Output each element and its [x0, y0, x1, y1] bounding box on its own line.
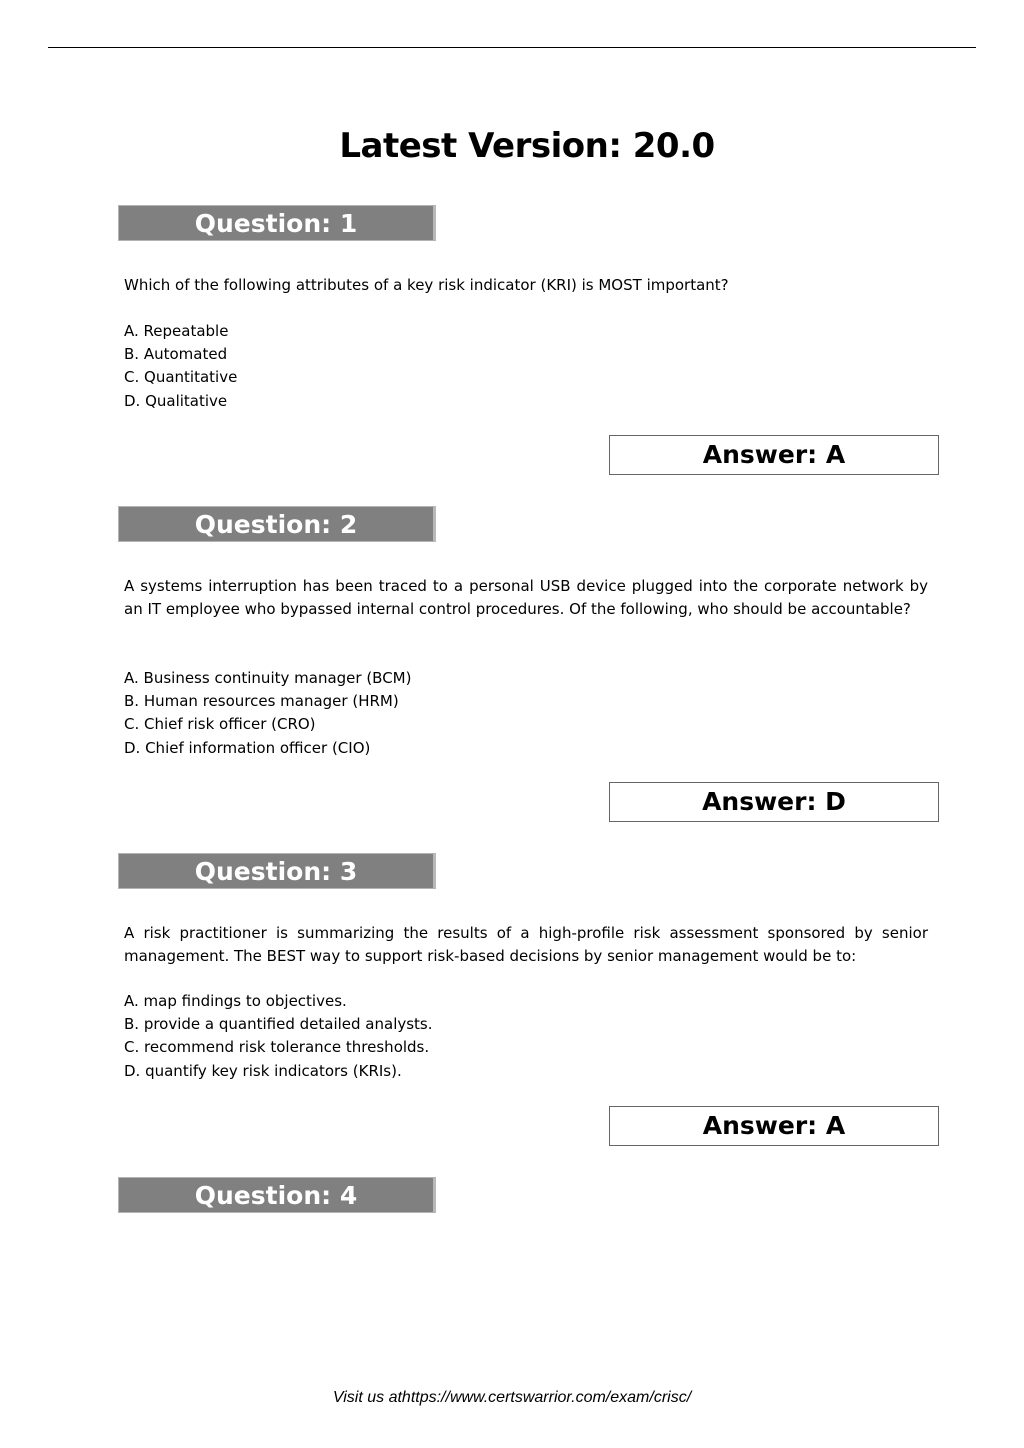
option-d: D. Chief information officer (CIO)	[124, 738, 371, 757]
question-1-options	[124, 320, 724, 413]
question-1-text: Which of the following attributes of a key risk indicator (KRI) is MOST important?	[124, 276, 729, 294]
option-b: B. provide a quantified detailed analysts.	[124, 1015, 433, 1034]
question-4-heading: Question: 4	[118, 1177, 436, 1213]
question-3-answer: Answer: A	[609, 1106, 939, 1146]
option-a: A. Repeatable	[124, 322, 229, 340]
option-b: B. Automated	[124, 345, 228, 364]
question-3-heading: Question: 3	[118, 853, 436, 889]
option-a: A. map findings to objectives.	[124, 992, 347, 1010]
option-d: D. Qualitative	[124, 391, 228, 410]
question-2-heading: Question: 2	[118, 506, 436, 542]
question-3-options	[124, 990, 724, 1083]
option-a: A. Business continuity manager (BCM)	[124, 669, 412, 687]
option-c: C. Quantitative	[124, 368, 238, 387]
question-1-heading: Question: 1	[118, 205, 436, 241]
question-1-answer: Answer: A	[609, 435, 939, 475]
top-rule	[48, 47, 976, 48]
question-3-text: A risk practitioner is summarizing the results of a high-profile risk assessment sponsored by senior management. The BEST way to support risk-based decisions by senior management would be to:	[124, 924, 928, 965]
question-2-answer: Answer: D	[609, 782, 939, 822]
question-2-text: A systems interruption has been traced to a personal USB device plugged into the corporate network by an IT employee who bypassed internal control procedures. Of the following, who should be accountable?	[124, 577, 928, 618]
option-c: C. Chief risk officer (CRO)	[124, 715, 316, 734]
page-title: Latest Version: 20.0	[339, 126, 715, 166]
option-b: B. Human resources manager (HRM)	[124, 692, 399, 711]
option-c: C. recommend risk tolerance thresholds.	[124, 1038, 430, 1057]
option-d: D. quantify key risk indicators (KRIs).	[124, 1061, 402, 1080]
footer-link[interactable]: Visit us athttps://www.certswarrior.com/exam/crisc/	[332, 1389, 692, 1406]
question-2-options	[124, 667, 724, 760]
